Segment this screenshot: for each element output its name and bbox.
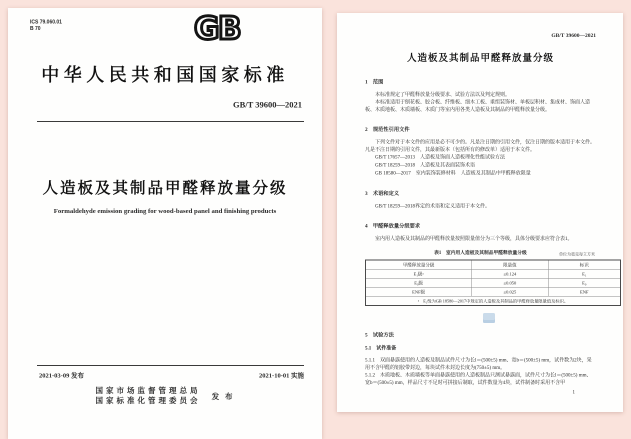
ics-codes [30, 19, 62, 32]
section-3-paragraph: GB/T 18259—2018界定的术语和定义适用于本文件。 [375, 203, 491, 209]
mark-cell: E₁ [548, 269, 620, 278]
grade-cell: E₁级ᵃ [366, 269, 472, 278]
divider [37, 121, 304, 122]
column-header: 限量值 [472, 260, 549, 269]
table-footnote-row [366, 296, 621, 305]
running-header-standard-number: GB/T 39600—2021 [551, 32, 596, 39]
section-5-1-heading: 5.1 试件准备 [365, 345, 397, 351]
reference-item: GB 18580—2017 室内装饰装修材料 人造板及其制品中甲醛释放限量 [375, 170, 531, 176]
implement-date: 2021-10-01 实施 [259, 371, 304, 379]
classification-code: B 70 [30, 26, 41, 32]
national-standard-heading: 中华人民共和国国家标准 [41, 65, 289, 85]
section-5-heading: 5 试验方法 [365, 332, 394, 338]
table-1-unit-note: 单位为毫克每立方米 [559, 252, 595, 257]
issue-date: 2021-03-09 发布 [39, 371, 84, 379]
limit-cell: ≤0.124 [472, 269, 549, 278]
column-header: 标识 [548, 260, 620, 269]
table-header-row [366, 260, 621, 269]
table-row [366, 278, 621, 287]
section-1-paragraph: 本标准适用于刨花板、胶合板、纤维板、细木工板、重组装饰材、单板层积材、集成材、饰面人造板、木质地板、木质墙板、木质门等室内用各类人造板及其制品的甲醛释放量分级。 [365, 99, 590, 113]
reference-item: GB/T 17657—2013 人造板及饰面人造板理化性能试验方法 [375, 154, 506, 160]
section-2-heading: 2 规范性引用文件 [365, 127, 410, 133]
page-number: 1 [572, 389, 575, 395]
section-3-heading: 3 术语和定义 [365, 191, 400, 197]
limit-cell: ≤0.050 [472, 278, 549, 287]
section-1-paragraph: 本标准规定了甲醛释放量分级要求、试验方法以及判定规则。 [375, 92, 510, 98]
issuer-1: 国家市场监督管理总局 [95, 387, 201, 395]
grading-table [365, 260, 621, 307]
gb-logo-icon: GB [194, 10, 241, 47]
cover-title-cn: 人造板及其制品甲醛释放量分级 [42, 179, 288, 197]
issuing-bodies [8, 386, 322, 406]
section-5-1-2-paragraph: 5.1.2 木质地板、木质墙板等单面暴露使用的人造板制品只测试暴露面，试件尺寸为长l＝(500±5) mm、宽b＝(500±5) mm，样品尺寸不足时可拼接后制取，试件数量为4块，试件制备时采用不含甲 [365, 372, 592, 386]
grade-cell: E₀级 [366, 278, 472, 287]
reference-item: GB/T 18259—2018 人造板及其表面装饰术语 [375, 162, 476, 168]
table-footnote: ᵃ E₁级为GB 18580—2017中规定的人造板及其制品的甲醛释放量限量值及标识。 [366, 296, 621, 305]
mark-cell: ENF [548, 287, 620, 296]
section-4-paragraph: 室内用人造板及其制品的甲醛释放量按照限量值分为三个等级，具体分级要求应符合表1。 [375, 236, 573, 242]
ics-code: ICS 79.060.01 [30, 19, 62, 25]
cover-title-en: Formaldehyde emission grading for wood-based panel and finishing products [53, 207, 277, 215]
section-2-paragraph: 下列文件对于本文件的应用是必不可少的。凡是注日期的引用文件，仅注日期的版本适用于本文件。凡是不注日期的引用文件，其最新版本（包括所有的修改单）适用于本文件。 [365, 139, 595, 153]
date-row [39, 370, 304, 380]
document-title: 人造板及其制品甲醛释放量分级 [406, 53, 554, 64]
section-4-heading: 4 甲醛释放量分级要求 [365, 223, 421, 229]
column-header: 甲醛释放量分级 [366, 260, 472, 269]
stamp-watermark-icon [483, 313, 495, 323]
standard-number: GB/T 39600—2021 [232, 100, 302, 110]
grade-cell: ENF级 [366, 287, 472, 296]
section-5-1-1-paragraph: 5.1.1 双面暴露使用的人造板及制品试件尺寸为长l＝(500±5) mm、宽b＝(500±5) mm，试件数为2块，采用不含甲醛的铝胶带封边，每块试件未封边长度为(750±5) mm。 [365, 357, 592, 371]
content-page [337, 13, 623, 412]
table-1-caption: 表1 室内用人造板及其制品甲醛释放量分级 [434, 250, 527, 256]
table-row [366, 269, 621, 278]
publish-label: 发 布 [211, 392, 235, 401]
cover-page [8, 8, 322, 439]
section-1-heading: 1 范围 [365, 79, 384, 85]
table-row [366, 287, 621, 296]
mark-cell: E₀ [548, 278, 620, 287]
limit-cell: ≤0.025 [472, 287, 549, 296]
issuer-2: 国家标准化管理委员会 [95, 397, 201, 405]
divider [37, 365, 304, 366]
